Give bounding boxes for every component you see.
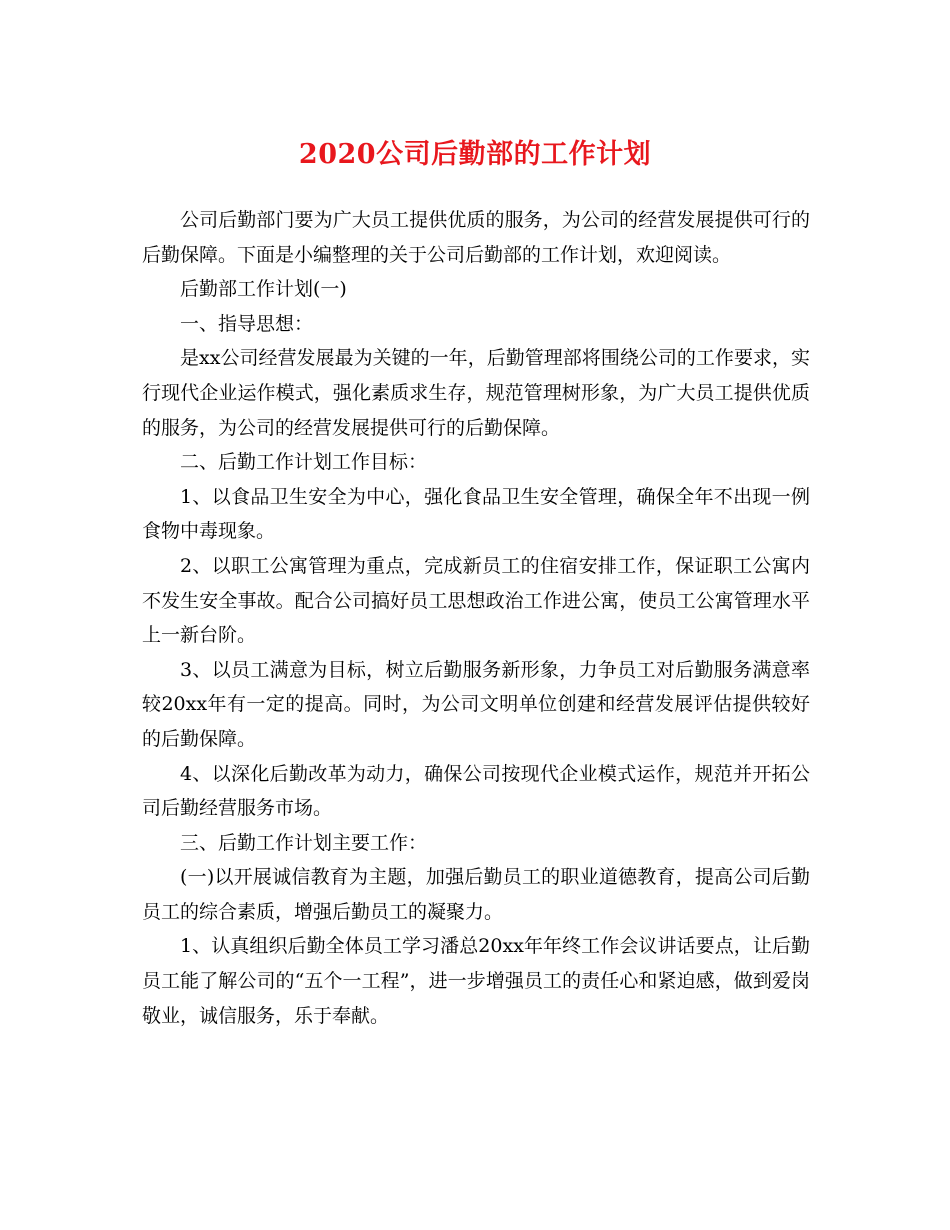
heading-main-work: 三、后勤工作计划主要工作：: [180, 831, 428, 854]
goal-item-1: 1、以食品卫生安全为中心，强化食品卫生安全管理，确保全年不出现一例食物中毒现象。: [142, 485, 810, 543]
goal-item-2: 2、以职工公寓管理为重点，完成新员工的住宿安排工作，保证职工公寓内不发生安全事故。配合公司搞好员工思想政治工作进公寓，使员工公寓管理水平上一新台阶。: [142, 554, 810, 647]
document-title: 2020公司后勤部的工作计划: [298, 139, 652, 170]
intro-paragraph: 公司后勤部门要为广大员工提供优质的服务，为公司的经营发展提供可行的后勤保障。下面是小编整理的关于公司后勤部的工作计划，欢迎阅读。: [142, 209, 810, 266]
heading-guiding-ideology: 一、指导思想：: [180, 312, 314, 335]
goal-item-4: 4、以深化后勤改革为动力，确保公司按现代企业模式运作，规范并开拓公司后勤经营服务市场。: [142, 762, 810, 820]
main-work-item-1: 1、认真组织后勤全体员工学习潘总20xx年年终工作会议讲话要点，让后勤员工能了解公司的“五个一工程”，进一步增强员工的责任心和紧迫感，做到爱岗敬业，诚信服务，乐于奉献。: [142, 935, 810, 1027]
main-work-item-a: (一)以开展诚信教育为主题，加强后勤员工的职业道德教育，提高公司后勤员工的综合素质，增强后勤员工的凝聚力。: [142, 866, 810, 923]
paragraph-guiding-ideology: 是xx公司经营发展最为关键的一年，后勤管理部将围绕公司的工作要求，实行现代企业运作模式，强化素质求生存，规范管理树形象，为广大员工提供优质的服务，为公司的经营发展提供可行的后勤保障。: [142, 347, 810, 439]
section-heading-plan-one: 后勤部工作计划(一): [180, 278, 347, 301]
document-body: [142, 203, 810, 1033]
heading-work-goals: 二、后勤工作计划工作目标：: [180, 451, 428, 474]
goal-item-3: 3、以员工满意为目标，树立后勤服务新形象，力争员工对后勤服务满意率较20xx年有一定的提高。同时，为公司文明单位创建和经营发展评估提供较好的后勤保障。: [142, 658, 810, 750]
